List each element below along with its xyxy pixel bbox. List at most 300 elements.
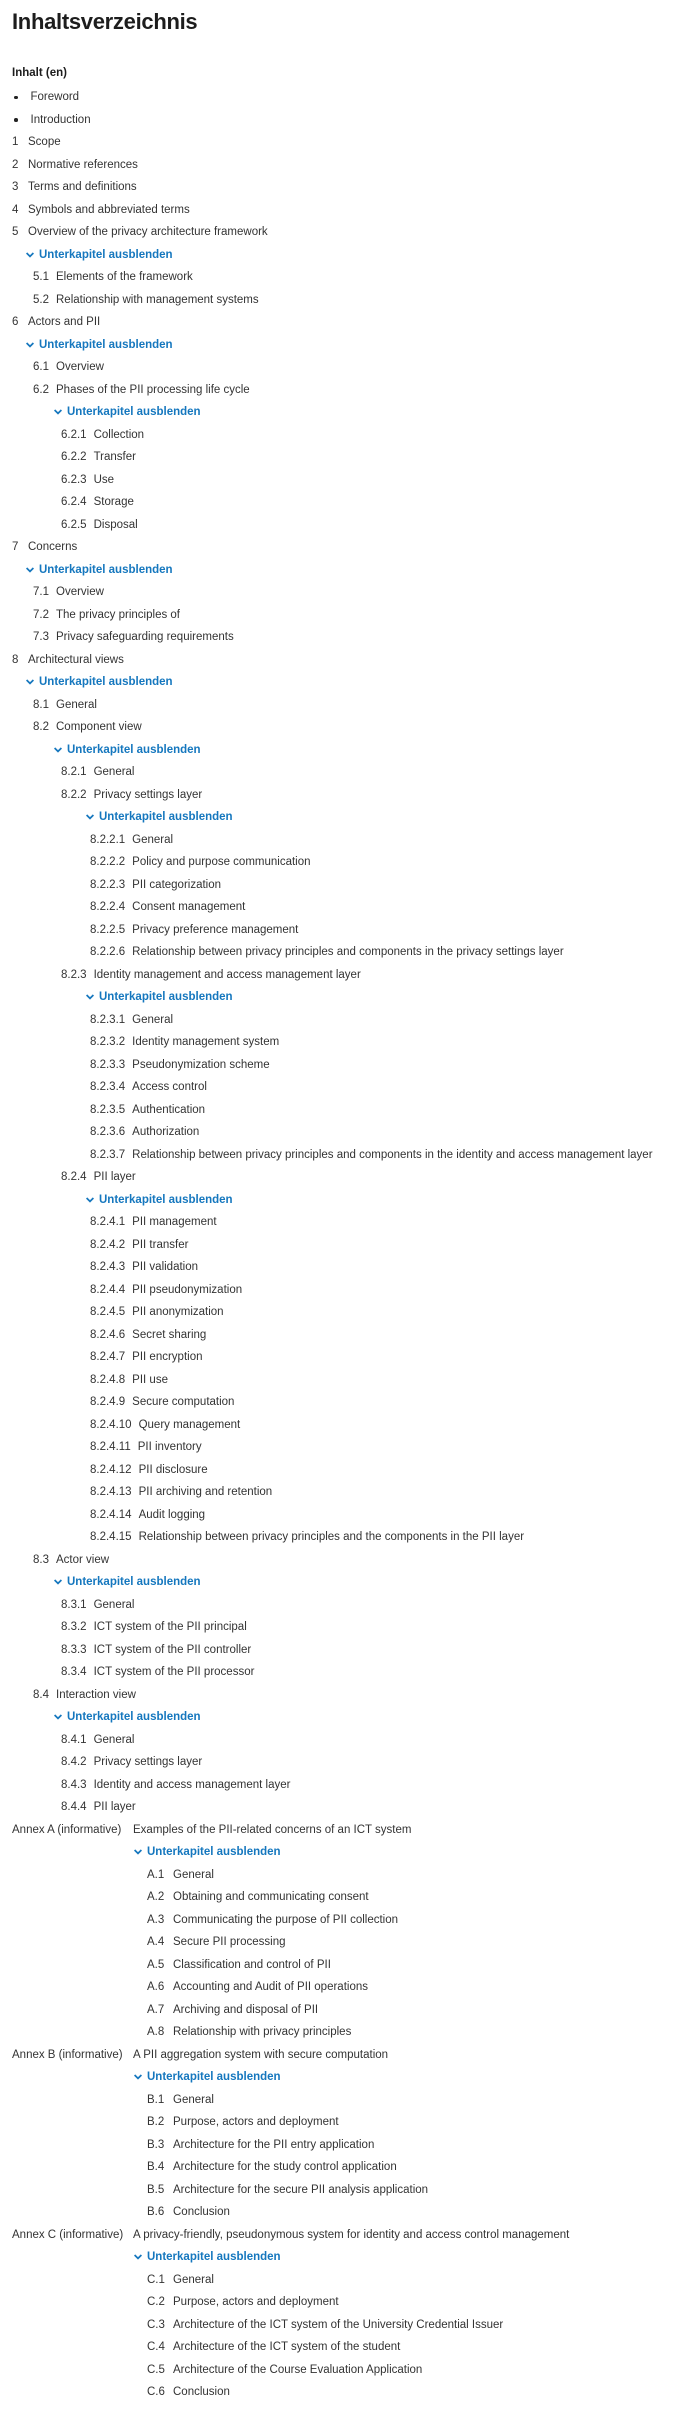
subchapter-toggle[interactable]	[85, 991, 233, 1003]
toc-link[interactable]	[61, 1756, 202, 1768]
toc-row	[0, 1459, 686, 1482]
toc-item-label: Introduction	[30, 113, 91, 126]
toc-link[interactable]	[61, 519, 138, 531]
toc-item-number: A.3	[147, 1913, 165, 1926]
toc-link[interactable]	[33, 586, 104, 598]
toc-link[interactable]	[147, 2094, 214, 2106]
toc-item-label: General	[56, 698, 97, 711]
toc-item-number: B.6	[147, 2206, 165, 2219]
toc-link[interactable]	[90, 1261, 198, 1273]
toc-item-label: Component view	[56, 721, 142, 734]
toc-row	[0, 1234, 686, 1257]
toc-item-number: 8.4.3	[61, 1778, 87, 1791]
toc-row	[0, 1481, 686, 1504]
toc-item-number: 7	[12, 541, 19, 554]
toc-link[interactable]	[61, 451, 136, 463]
toc-row	[0, 1369, 686, 1392]
toc-item-number: 8.2.4.13	[90, 1486, 132, 1499]
subchapter-toggle[interactable]	[53, 1711, 201, 1723]
toc-row	[0, 1751, 686, 1774]
toc-item-label: Terms and definitions	[28, 181, 137, 194]
toc-link[interactable]	[33, 1554, 109, 1566]
toc-item-label: Relationship between privacy principles and components in the privacy settings layer	[132, 946, 564, 959]
toc-item-number: 5	[12, 226, 19, 239]
toc-link[interactable]	[147, 2004, 318, 2016]
toc-row	[0, 1864, 686, 1887]
toc-item-label: General	[93, 766, 135, 779]
toc-link[interactable]	[61, 1599, 135, 1611]
subchapter-toggle[interactable]	[85, 811, 233, 823]
toc-row-toggle	[0, 334, 686, 357]
subchapter-toggle[interactable]	[53, 744, 201, 756]
toc-link[interactable]	[147, 1959, 331, 1971]
subchapter-toggle[interactable]	[25, 676, 173, 688]
toc-item-number: 8.2.2	[61, 788, 87, 801]
toc-link[interactable]	[90, 1059, 270, 1071]
toc-link[interactable]	[90, 1351, 203, 1363]
toc-link[interactable]	[90, 1374, 168, 1386]
toc-row	[0, 1414, 686, 1437]
subchapter-toggle[interactable]	[53, 1576, 201, 1588]
toc-link[interactable]	[147, 2364, 422, 2376]
toc-item-label: Secure PII processing	[173, 1936, 286, 1949]
toc-item-label: Collection	[93, 428, 145, 441]
toc-row	[0, 694, 686, 717]
toc-link[interactable]	[61, 1779, 290, 1791]
toc-item-label: Access control	[132, 1081, 207, 1094]
toc-link[interactable]	[61, 429, 144, 441]
toc-link[interactable]	[147, 2296, 339, 2308]
toc-link[interactable]	[90, 1081, 207, 1093]
toc-link[interactable]	[12, 159, 138, 171]
toc-item-label: PII inventory	[137, 1441, 202, 1454]
toc-item-number: 3	[12, 181, 19, 194]
toc-link[interactable]	[90, 1509, 205, 1521]
toc-item-label: General	[173, 2093, 214, 2106]
toc-row	[0, 289, 686, 312]
toc-row	[0, 1031, 686, 1054]
toc-item-label: Overview of the privacy architecture framework	[28, 226, 268, 239]
toc-item-label: Architecture of the ICT system of the student	[173, 2341, 401, 2354]
toc-row	[0, 1076, 686, 1099]
toc-link[interactable]	[12, 2049, 388, 2061]
toc-row	[0, 2291, 686, 2314]
toc-row	[0, 649, 686, 672]
toc-item-label: PII validation	[132, 1261, 199, 1274]
toc-link[interactable]	[61, 496, 134, 508]
toc-link[interactable]	[147, 2274, 214, 2286]
toc-link[interactable]	[12, 316, 100, 328]
toc-row	[0, 2134, 686, 2157]
toc-link[interactable]	[147, 2026, 351, 2038]
toc-row	[0, 2381, 686, 2404]
toc-item-label: Architecture of the ICT system of the University Credential Issuer	[173, 2318, 504, 2331]
toc-link[interactable]	[90, 1441, 202, 1453]
toc-row-toggle	[0, 986, 686, 1009]
toc-link[interactable]	[31, 114, 91, 126]
toc-link[interactable]	[12, 1824, 411, 1836]
chevron-down-icon	[133, 1847, 147, 1857]
subchapter-toggle-label: Unterkapitel ausblenden	[99, 1193, 233, 1206]
toc-item-label: General	[173, 2273, 214, 2286]
toc-row	[0, 176, 686, 199]
toc-link[interactable]	[90, 1531, 524, 1543]
toc-link[interactable]	[33, 699, 97, 711]
toc-link[interactable]	[33, 361, 104, 373]
toc-item-number: A.8	[147, 2026, 165, 2039]
subchapter-toggle-label: Unterkapitel ausblenden	[99, 991, 233, 1004]
toc-row-toggle	[0, 1841, 686, 1864]
toc-item-label: Consent management	[132, 901, 246, 914]
toc-row	[0, 784, 686, 807]
toc-row	[0, 1886, 686, 1909]
toc-link[interactable]	[90, 1126, 199, 1138]
toc-item-number: 8.2.2.4	[90, 901, 126, 914]
toc-row-toggle	[0, 739, 686, 762]
subchapter-toggle-label: Unterkapitel ausblenden	[39, 676, 173, 689]
toc-item-label: PII pseudonymization	[132, 1283, 243, 1296]
toc-item-label: Disposal	[93, 518, 138, 531]
toc-item-number: 8.2.2.5	[90, 923, 126, 936]
toc-item-label: Examples of the PII-related concerns of an ICT system	[133, 1823, 412, 1836]
toc-item-label: Identity management and access management layer	[93, 968, 361, 981]
toc-link[interactable]	[61, 969, 361, 981]
toc-row-annex	[0, 2044, 686, 2067]
toc-item-label: Symbols and abbreviated terms	[28, 203, 190, 216]
toc-link[interactable]	[12, 204, 190, 216]
toc-item-label: Concerns	[28, 541, 78, 554]
toc-row-toggle	[0, 1189, 686, 1212]
toc-item-number: 7.1	[33, 586, 49, 599]
toc-row	[0, 761, 686, 784]
toc-item-number: 8.2.4.3	[90, 1261, 126, 1274]
toc-item-label: Interaction view	[56, 1688, 136, 1701]
toc-link[interactable]	[90, 1284, 242, 1296]
subchapter-toggle[interactable]	[133, 2071, 281, 2083]
toc-link[interactable]	[12, 181, 137, 193]
toc-item-number: 8.2.3.6	[90, 1126, 126, 1139]
toc-item-label: Authorization	[132, 1126, 200, 1139]
toc-row	[0, 1256, 686, 1279]
toc-row	[0, 311, 686, 334]
toc-item-label: Classification and control of PII	[173, 1958, 331, 1971]
toc-item-number: B.1	[147, 2093, 165, 2106]
subchapter-toggle-label: Unterkapitel ausblenden	[147, 2071, 281, 2084]
subchapter-toggle-label: Unterkapitel ausblenden	[67, 1711, 201, 1724]
toc-link[interactable]	[147, 2319, 503, 2331]
toc-link[interactable]	[90, 946, 564, 958]
toc-row	[0, 1144, 686, 1167]
toc-row	[0, 1436, 686, 1459]
toc-link[interactable]	[90, 1306, 224, 1318]
subchapter-toggle[interactable]	[85, 1194, 233, 1206]
toc-link[interactable]	[33, 384, 250, 396]
toc-row	[0, 1976, 686, 1999]
toc-item-number: C.4	[147, 2341, 165, 2354]
toc-link[interactable]	[33, 609, 180, 621]
toc-item-label: Accounting and Audit of PII operations	[173, 1981, 368, 1994]
toc-row	[0, 199, 686, 222]
toc-row	[0, 1549, 686, 1572]
toc-link[interactable]	[147, 1936, 286, 1948]
toc-row	[0, 964, 686, 987]
toc-row	[0, 469, 686, 492]
toc-item-label: Use	[93, 473, 115, 486]
toc-row-toggle	[0, 806, 686, 829]
toc-item-number: C.1	[147, 2273, 165, 2286]
subchapter-toggle[interactable]	[25, 249, 173, 261]
toc-link[interactable]	[61, 1801, 136, 1813]
toc-link[interactable]	[147, 2116, 339, 2128]
toc-item-label: PII management	[132, 1216, 217, 1229]
toc-item-label: General	[93, 1598, 135, 1611]
toc-item-number: C.2	[147, 2296, 165, 2309]
toc-item-label: The privacy principles of	[56, 608, 180, 621]
toc-link[interactable]	[90, 1104, 205, 1116]
toc-item-number: 8.2.1	[61, 766, 87, 779]
toc-row	[0, 1121, 686, 1144]
toc-link[interactable]	[147, 1891, 369, 1903]
toc-row	[0, 1324, 686, 1347]
toc-link[interactable]	[12, 541, 77, 553]
toc-link[interactable]	[12, 654, 124, 666]
subchapter-toggle-label: Unterkapitel ausblenden	[39, 338, 173, 351]
toc-row	[0, 1909, 686, 1932]
toc-link[interactable]	[147, 2386, 230, 2398]
toc-link[interactable]	[90, 834, 173, 846]
toc-link[interactable]	[147, 2161, 397, 2173]
toc-item-label: Identity management system	[132, 1036, 280, 1049]
toc-row	[0, 109, 686, 132]
toc-row	[0, 851, 686, 874]
toc-link[interactable]	[12, 136, 61, 148]
toc-link[interactable]	[147, 2184, 428, 2196]
toc-row	[0, 2021, 686, 2044]
toc-row	[0, 2201, 686, 2224]
toc-link[interactable]	[90, 1216, 217, 1228]
toc-link[interactable]	[61, 789, 202, 801]
toc-row	[0, 446, 686, 469]
toc-row	[0, 2359, 686, 2382]
toc-item-label: Privacy settings layer	[93, 788, 203, 801]
toc-item-label: PII transfer	[132, 1238, 189, 1251]
toc-item-number: 5.1	[33, 271, 49, 284]
chevron-down-icon	[25, 565, 39, 575]
toc-item-label: PII categorization	[132, 878, 222, 891]
toc-link[interactable]	[90, 1014, 173, 1026]
toc-item-label: Phases of the PII processing life cycle	[56, 383, 250, 396]
toc-item-label: Scope	[28, 136, 61, 149]
toc-item-number: 8.2.4.2	[90, 1238, 126, 1251]
toc-item-number: B.5	[147, 2183, 165, 2196]
toc-link[interactable]	[61, 1621, 247, 1633]
toc-row	[0, 2156, 686, 2179]
toc-link[interactable]	[147, 1914, 398, 1926]
toc-row	[0, 1099, 686, 1122]
chevron-down-icon	[25, 250, 39, 260]
toc-item-number: 6.2.4	[61, 496, 87, 509]
subchapter-toggle[interactable]	[133, 1846, 281, 1858]
toc-item-number: 8.2.4.5	[90, 1306, 126, 1319]
bullet-icon	[14, 96, 18, 100]
toc-item-number: 8.1	[33, 698, 49, 711]
chevron-down-icon	[85, 812, 99, 822]
toc-item-number: A.6	[147, 1981, 165, 1994]
toc-link[interactable]	[61, 1644, 251, 1656]
toc-row	[0, 1639, 686, 1662]
toc-link[interactable]	[61, 474, 114, 486]
toc-link[interactable]	[90, 1239, 188, 1251]
toc-link[interactable]	[61, 766, 135, 778]
toc-item-number: 8.3.1	[61, 1598, 87, 1611]
toc-link[interactable]	[90, 1329, 206, 1341]
toc-link[interactable]	[90, 1486, 272, 1498]
toc-item-label: Architecture of the Course Evaluation Application	[173, 2363, 423, 2376]
subchapter-toggle[interactable]	[25, 564, 173, 576]
list-heading: Inhalt (en)	[12, 67, 67, 79]
toc-item-number: 6.2.1	[61, 428, 87, 441]
toc-link[interactable]	[147, 2341, 400, 2353]
toc-item-label: General	[132, 833, 174, 846]
toc-item-number: 8	[12, 653, 19, 666]
toc-item-number: 8.4.1	[61, 1733, 87, 1746]
toc-link[interactable]	[147, 2139, 374, 2151]
toc-link[interactable]	[90, 924, 298, 936]
toc-item-label: Secure computation	[132, 1396, 235, 1409]
chevron-down-icon	[133, 2072, 147, 2082]
toc-item-number: A.5	[147, 1958, 165, 1971]
toc-row-annex	[0, 1819, 686, 1842]
toc-link[interactable]	[147, 2206, 230, 2218]
toc-link[interactable]	[90, 879, 221, 891]
subchapter-toggle[interactable]	[133, 2251, 281, 2263]
toc-item-number: C.5	[147, 2363, 165, 2376]
toc-link[interactable]	[90, 1396, 234, 1408]
toc-link[interactable]	[12, 226, 268, 238]
toc-item-label: Privacy safeguarding requirements	[56, 631, 234, 644]
toc-row	[0, 1301, 686, 1324]
toc-item-label: Normative references	[28, 158, 138, 171]
toc-row	[0, 1009, 686, 1032]
toc-link[interactable]	[90, 901, 245, 913]
toc-item-number: 8.2.4.6	[90, 1328, 126, 1341]
toc-link[interactable]	[12, 2229, 569, 2241]
toc-link[interactable]	[33, 631, 234, 643]
toc-row	[0, 536, 686, 559]
toc-item-label: Storage	[93, 496, 134, 509]
toc-item-number: 8.2.4.14	[90, 1508, 132, 1521]
toc-row	[0, 2336, 686, 2359]
subchapter-toggle[interactable]	[25, 339, 173, 351]
toc-item-label: ICT system of the PII principal	[93, 1621, 247, 1634]
toc-item-number: 8.3	[33, 1553, 49, 1566]
toc-row-annex	[0, 2224, 686, 2247]
toc-row	[0, 1054, 686, 1077]
toc-link[interactable]	[90, 1419, 240, 1431]
chevron-down-icon	[25, 340, 39, 350]
toc-link[interactable]	[61, 1734, 135, 1746]
toc-item-label: PII use	[132, 1373, 168, 1386]
chevron-down-icon	[85, 992, 99, 1002]
toc-row	[0, 491, 686, 514]
toc-row-toggle	[0, 2246, 686, 2269]
toc-item-label: PII disclosure	[138, 1463, 208, 1476]
toc-row	[0, 2179, 686, 2202]
toc-link[interactable]	[33, 721, 142, 733]
toc-row	[0, 626, 686, 649]
toc-item-label: Purpose, actors and deployment	[173, 2116, 339, 2129]
toc-link[interactable]	[33, 294, 259, 306]
toc-item-number: 8.2.3.5	[90, 1103, 126, 1116]
toc-link[interactable]	[90, 1464, 208, 1476]
toc-link[interactable]	[90, 1149, 653, 1161]
toc-item-label: ICT system of the PII processor	[93, 1666, 255, 1679]
toc-row	[0, 1774, 686, 1797]
toc-item-number: 8.2.4.10	[90, 1418, 132, 1431]
toc-row	[0, 1166, 686, 1189]
chevron-down-icon	[25, 677, 39, 687]
toc-item-number: 8.2.4	[61, 1171, 87, 1184]
toc-item-label: Conclusion	[173, 2206, 230, 2219]
toc-item-label: Overview	[56, 586, 104, 599]
toc-item-number: 6.2.5	[61, 518, 87, 531]
toc-link[interactable]	[147, 1981, 368, 1993]
toc-item-number: 5.2	[33, 293, 49, 306]
toc-item-label: Identity and access management layer	[93, 1778, 291, 1791]
subchapter-toggle-label: Unterkapitel ausblenden	[67, 1576, 201, 1589]
toc-item-number: 8.2.2.1	[90, 833, 126, 846]
toc-item-number: C.6	[147, 2386, 165, 2399]
toc-row	[0, 581, 686, 604]
toc-item-number: A.7	[147, 2003, 165, 2016]
toc-item-number: 8.2.4.12	[90, 1463, 132, 1476]
toc-row-toggle	[0, 1571, 686, 1594]
subchapter-toggle-label: Unterkapitel ausblenden	[147, 2251, 281, 2264]
subchapter-toggle[interactable]	[53, 406, 201, 418]
toc-link[interactable]	[147, 1869, 214, 1881]
toc-link[interactable]	[31, 91, 80, 103]
annex-label: Annex A (informative)	[12, 1823, 122, 1836]
toc-row	[0, 2111, 686, 2134]
toc-link[interactable]	[33, 271, 193, 283]
toc-link[interactable]	[61, 1171, 136, 1183]
toc-row	[0, 874, 686, 897]
subchapter-toggle-label: Unterkapitel ausblenden	[39, 248, 173, 261]
toc-link[interactable]	[90, 856, 311, 868]
toc-row	[0, 1391, 686, 1414]
toc-row	[0, 919, 686, 942]
toc-row-toggle	[0, 401, 686, 424]
toc-item-number: 8.2.3.2	[90, 1036, 126, 1049]
toc-link[interactable]	[61, 1666, 254, 1678]
toc-item-number: 7.2	[33, 608, 49, 621]
toc-link[interactable]	[33, 1689, 136, 1701]
toc-item-number: 8.3.3	[61, 1643, 87, 1656]
subchapter-toggle-label: Unterkapitel ausblenden	[67, 743, 201, 756]
toc-row	[0, 716, 686, 739]
toc-item-number: 8.2.3	[61, 968, 87, 981]
toc-row	[0, 131, 686, 154]
toc-item-label: Policy and purpose communication	[132, 856, 311, 869]
toc-item-number: B.4	[147, 2161, 165, 2174]
toc-link[interactable]	[90, 1036, 279, 1048]
toc-list	[0, 86, 686, 2404]
toc-item-number: C.3	[147, 2318, 165, 2331]
toc-item-number: 8.2.4.1	[90, 1216, 126, 1229]
toc-row	[0, 1346, 686, 1369]
toc-item-number: 8.2.4.4	[90, 1283, 126, 1296]
toc-row	[0, 1211, 686, 1234]
